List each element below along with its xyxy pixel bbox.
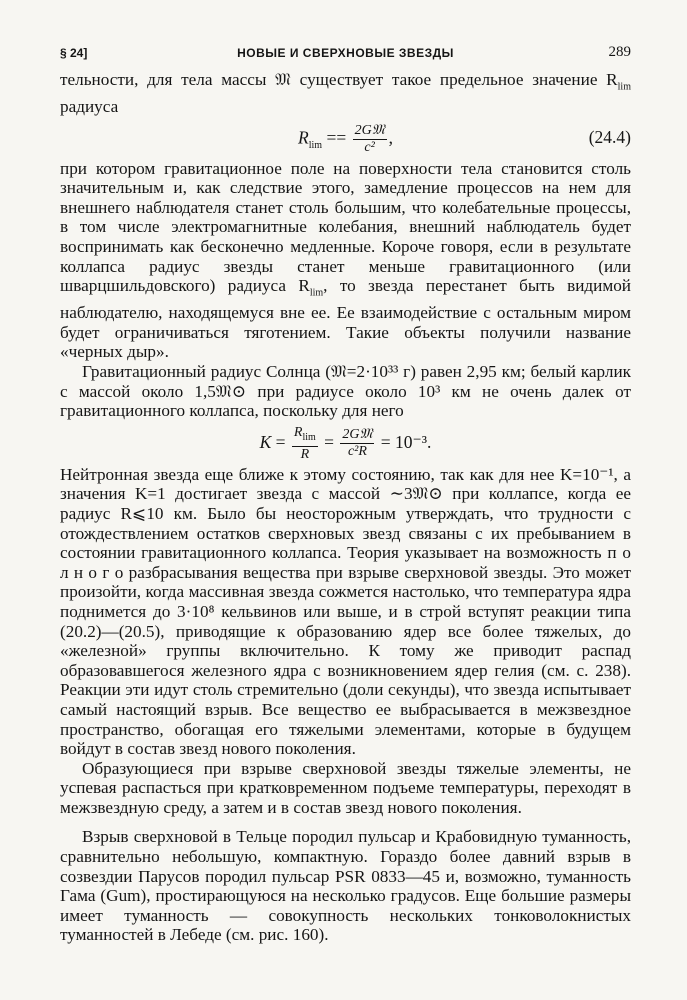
paragraph-3: Гравитационный радиус Солнца (𝔐=2·10³³ г) равен 2,95 км; белый карлик с массой около 1,5𝔐⊙ при радиусе около 10³ км не очень далек от гравитационного коллапса, поскольку для него [60,362,631,421]
page-number: 289 [608,44,631,60]
fraction: $\frac{R_{lim}}{R}$ [293,424,316,462]
equation-number: (24.4) [588,126,631,147]
paragraph-2: при котором гравитационное поле на поверхности тела становится столь значительным и, как следствие этого, замедление процессов на нем для внешнего наблюдателя станет столь большим, что колебательные процессы, в том числе электромагнитные колебания, внешний наблюдатель будет воспринимать как бесконечно медленные. Короче говоря, если в результате коллапса радиус звезды станет меньше гравитационного (или шварцшильдовского) радиуса $R_{lim}$, то звезда перестанет быть видимой наблюдателю, находящемуся вне ее. Ее взаимодействие с остальным миром будет ограничиваться тяготением. Такие объекты получили название «черных дыр». [60,158,632,362]
paragraph-4: Нейтронная звезда еще ближе к этому состоянию, так как для нее K=10⁻¹, а значения K=1 достигает звезда с массой ∼3𝔐⊙ при коллапсе, когда ее радиус R⩽10 км. Было бы неосторожным утверждать, что трудности с отождествлением остатков сверхновых звезд связаны с их пребыванием в состоянии гравитационного коллапса. Теория указывает на возможность п о л н о г о разбрасывания вещества при взрыве сверхновой звезды. Это может произойти, когда массивная звезда сожмется настолько, что температура ядра поднимется до 3·10⁸ кельвинов или выше, и в строй вступят реакции типа (20.2)—(20.5), приводящие к образованию ядер все более тяжелых, до «железной» группы включительно. К тому же приводит распад образовавшегося железного ядра с возникновением ядер гелия (см. с. 238). Реакции эти идут столь стремительно (доли секунды), что звезда испытывает самый настоящий взрыв. Все вещество ее выбрасывается в межзвездное пространство, обогащая его тяжелыми элементами, которые в будущем войдут в состав звезд нового поколения. [60,464,631,759]
section-marker: § 24] [60,46,88,60]
paragraph-1: тельности, для тела массы 𝔐 существует такое предельное значение $R_{lim}$ радиуса [60,70,631,117]
running-header [60,44,631,70]
chapter-title: НОВЫЕ И СВЕРХНОВЫЕ ЗВЕЗДЫ [237,46,454,60]
paragraph-5: Образующиеся при взрыве сверхновой звезды тяжелые элементы, не успевая распасться при кратковременном подъеме температуры, переходят в межзвездную среду, а затем и в состав звезд нового поколения. [60,758,631,817]
book-page [60,44,631,945]
equation-24-4: $R_{lim}$ == $\frac{\text{2G𝔐}}{\text{c²}}$ , (24.4) [298,122,631,155]
fraction: $\frac{\text{2G𝔐}}{\text{c²}}$ [354,122,385,155]
fraction: $\frac{\text{2G𝔐}}{\text{c²R}}$ [342,427,373,460]
equation-k: K = $\frac{R_{lim}}{R}$ = $\frac{\text{2G𝔐}}{\text{c²R}}$ = 10⁻³. [259,424,432,462]
paragraph-6: Взрыв сверхновой в Тельце породил пульсар и Крабовидную туманность, сравнительно небольшую, компактную. Гораздо более давний взрыв в созвездии Парусов породил пульсар PSR 0833—45 и, возможно, туманность Гама (Gum), простирающуюся на несколько градусов. Еще большие размеры имеет туманность — совокупность нескольких тонковолокнистых туманностей в Лебеде (см. рис. 160). [60,827,631,945]
